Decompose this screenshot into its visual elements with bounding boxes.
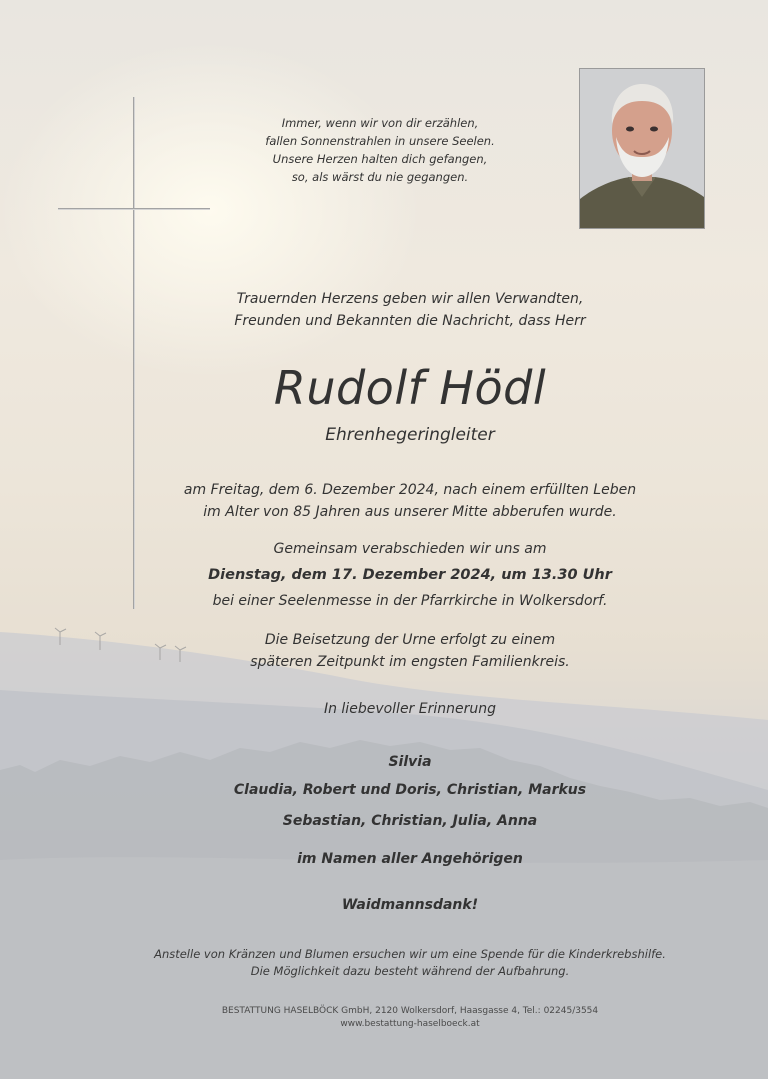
death-details xyxy=(180,479,640,523)
poem-line: fallen Sonnenstrahlen in unsere Seelen. xyxy=(265,134,495,148)
mourner-name: Sebastian, Christian, Julia, Anna xyxy=(282,813,538,829)
mourner-name: Silvia xyxy=(388,754,432,770)
relatives-line: im Namen aller Angehörigen xyxy=(297,851,523,867)
poem-line: Immer, wenn wir von dir erzählen, xyxy=(281,116,479,130)
donation-note xyxy=(120,946,700,980)
announcement-intro xyxy=(180,288,640,332)
death-line: am Freitag, dem 6. Dezember 2024, nach einem erfüllten Leben xyxy=(183,482,637,498)
portrait-photo xyxy=(579,68,705,229)
hunter-thanks: Waidmannsdank! xyxy=(341,897,479,913)
deceased-name: Rudolf Hödl xyxy=(273,361,547,415)
burial-line: späteren Zeitpunkt im engsten Familienkreis. xyxy=(250,654,570,670)
footer-website[interactable]: www.bestattung-haselboeck.at xyxy=(340,1019,480,1029)
intro-line: Freunden und Bekannten die Nachricht, dass Herr xyxy=(234,313,586,329)
burial-line: Die Beisetzung der Urne erfolgt zu einem xyxy=(264,632,556,648)
donation-line: Anstelle von Kränzen und Blumen ersuchen wir um eine Spende für die Kinderkrebshilfe. xyxy=(154,947,666,961)
death-line: im Alter von 85 Jahren aus unserer Mitte abberufen wurde. xyxy=(203,504,617,520)
poem-line: so, als wärst du nie gegangen. xyxy=(291,170,469,184)
intro-line: Trauernden Herzens geben wir allen Verwandten, xyxy=(236,291,584,307)
ceremony-location: bei einer Seelenmesse in der Pfarrkirche in Wolkersdorf. xyxy=(212,593,608,609)
memorial-poem xyxy=(230,114,530,186)
ceremony-intro: Gemeinsam verabschieden wir uns am xyxy=(273,541,547,557)
donation-line: Die Möglichkeit dazu besteht während der Aufbahrung. xyxy=(250,964,570,978)
burial-info xyxy=(180,629,640,673)
memory-line: In liebevoller Erinnerung xyxy=(323,701,497,717)
deceased-title: Ehrenhegeringleiter xyxy=(325,425,495,445)
mourner-name: Claudia, Robert und Doris, Christian, Markus xyxy=(233,782,587,798)
ceremony-date: Dienstag, dem 17. Dezember 2024, um 13.30 Uhr xyxy=(208,567,612,583)
footer-company: BESTATTUNG HASELBÖCK GmbH, 2120 Wolkersdorf, Haasgasse 4, Tel.: 02245/3554 xyxy=(221,1006,599,1016)
cross-horizontal-beam xyxy=(58,208,210,210)
cross-vertical-beam xyxy=(133,97,135,609)
funeral-home-footer xyxy=(120,1005,700,1031)
poem-line: Unsere Herzen halten dich gefangen, xyxy=(272,152,488,166)
